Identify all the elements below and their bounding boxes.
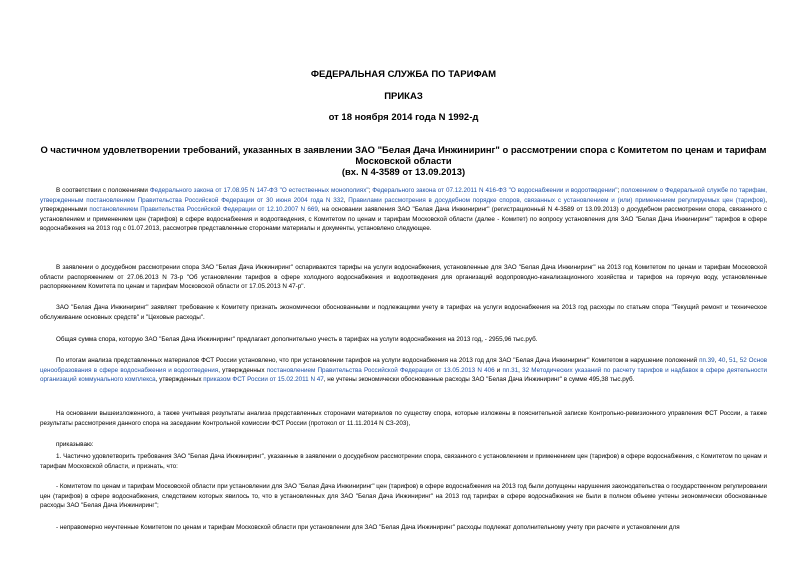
link-order-47[interactable]: приказом ФСТ России от 15.02.2011 N 47 bbox=[203, 376, 324, 384]
text: ; bbox=[368, 187, 373, 194]
link-p40[interactable]: 40 bbox=[718, 357, 726, 364]
text: , утвержденных bbox=[218, 366, 267, 374]
title-line-2: Московской области bbox=[355, 155, 452, 166]
link-law-416[interactable]: Федерального закона от 07.12.2011 N 416-ФЗ "О водоснабжении и водоотведении" bbox=[372, 187, 618, 194]
link-law-147[interactable]: Федерального закона от 17.08.95 N 147-ФЗ "О естественных монополиях" bbox=[149, 187, 369, 194]
paragraph-claim: ЗАО "Белая Дача Инжиниринг" заявляет требование к Комитету признать экономически обоснованными и подлежащими учету в тарифах на услуги водоснабжения на 2013 год расходы по статьям спора "Текущий ремонт и техническое обслуживание основных средств" и "Цеховые расходы". bbox=[40, 304, 767, 321]
text: По итогам анализа представленных материалов ФСТ России установлено, что при установлении тарифов на услуги водоснабжения на 2013 год для ЗАО "Белая Дача Инжиниринг" Комитетом в нарушение положений bbox=[56, 357, 700, 364]
link-fst-regulation[interactable]: положением о Федеральной службе по тарифам, утвержденным постановлением Правительства Российской Федерации от 30 июня 2004 года N 332 bbox=[40, 187, 768, 204]
text: , на основании заявления ЗАО "Белая Дача Инжиниринг" (регистрационный N 4-3589 от 13.09.2013) о досудебном рассмотрении спора, связанного с установлением и применением цен (тарифов) в сфере водоснабжения и водоотведения, с Комитетом по ценам и тарифам Московской области (далее - Комитет) по вопросу установления для ЗАО "Белая Дача Инжиниринг" тарифов в сфере водоснабжения на 2013 год с 01.07.2013, рассмотрев представленные сторонами материалы и документы, установлено следующее. bbox=[40, 206, 768, 233]
paragraph-finding-2: - неправомерно неучтенные Комитетом по ценам и тарифам Московской области при установлении для ЗАО "Белая Дача Инжиниринг" расходы подлежат дополнительному учету при расчете и установлении для bbox=[56, 524, 680, 531]
link-method-guidelines[interactable]: 32 Методических указаний по расчету тарифов и надбавок в сфере деятельности организаций коммунального комплекса bbox=[40, 366, 767, 384]
link-resolution-406[interactable]: постановлением Правительства Российской Федерации от 13.05.2013 N 406 bbox=[266, 366, 495, 374]
text: , bbox=[343, 196, 349, 204]
paragraph-order-word: приказываю: bbox=[56, 441, 94, 448]
text: В соответствии с положениями bbox=[56, 187, 150, 194]
text: и bbox=[494, 366, 503, 374]
text: , bbox=[518, 366, 523, 374]
paragraph-dispute-sum: Общая сумма спора, которую ЗАО "Белая Дача Инжиниринг" предлагает дополнительно учесть в тарифах на услуги водоснабжения на 2013 год, - 2955,96 тыс.руб. bbox=[56, 336, 538, 343]
paragraph-preamble bbox=[40, 186, 767, 234]
text: , утвержденными bbox=[40, 196, 767, 214]
link-pp31[interactable]: пп.31 bbox=[502, 366, 519, 374]
text: , не учтены экономически обоснованные расходы ЗАО "Белая Дача Инжиниринг" в сумме 495,38 тыс.руб. bbox=[323, 376, 635, 384]
link-resolution-669[interactable]: постановлением Правительства Российской Федерации от 12.10.2007 N 669 bbox=[89, 206, 318, 214]
document-date: от 18 ноября 2014 года N 1992-д bbox=[328, 112, 479, 123]
document-title bbox=[40, 144, 767, 177]
link-p51[interactable]: 51 bbox=[729, 357, 737, 364]
text: ; bbox=[617, 187, 622, 194]
text: , bbox=[714, 357, 719, 364]
document-type: ПРИКАЗ bbox=[384, 91, 423, 102]
text: , bbox=[725, 357, 730, 364]
paragraph-analysis bbox=[40, 356, 767, 385]
link-dispute-rules[interactable]: Правилами рассмотрения в досудебном порядке споров, связанных с установлением и (или) применением регулируемых цен (тарифов) bbox=[348, 196, 766, 204]
text: , утвержденных bbox=[155, 376, 204, 384]
title-line-1: О частичном удовлетворении требований, указанных в заявлении ЗАО "Белая Дача Инжиниринг" о рассмотрении спора с Комитетом по ценам и тарифам bbox=[40, 144, 767, 155]
paragraph-finding-1: - Комитетом по ценам и тарифам Московской области при установлении для ЗАО "Белая Дача Инжиниринг" цен (тарифов) в сфере водоснабжения на 2013 год были допущены нарушения законодательства о государственном регулировании цен (тарифов) в сфере водоснабжения, следствием которых явилось то, что в установленных для ЗАО "Белая Дача Инжиниринг" на 2013 год тарифах в сфере водоснабжения не были в полном объеме учтены экономически обоснованные расходы ЗАО "Белая Дача Инжиниринг"; bbox=[40, 483, 767, 510]
paragraph-basis: На основании вышеизложенного, а также учитывая результаты анализа представленных сторонами материалов по существу спора, которые изложены в пояснительной записке Контрольно-ревизионного управления ФСТ России, а также результаты рассмотрения данного спора на заседании Контрольной комиссии ФСТ России (протокол от 11.11.2014 N СЗ-203), bbox=[40, 410, 767, 427]
text: , bbox=[736, 357, 740, 364]
paragraph-contested-tariffs: В заявлении о досудебном рассмотрении спора ЗАО "Белая Дача Инжиниринг" оспариваются тарифы на услуги водоснабжения, установленные для ЗАО "Белая Дача Инжиниринг" на 2013 год Комитетом по ценам и тарифам Московской области распоряжением от 27.06.2013 N 73-р "Об установлении тарифов в сфере холодного водоснабжения и водоотведения для организаций водопроводно-канализационного хозяйства и тарифов на горячую воду, установленные распоряжением Комитета по ценам и тарифам Московской области от 17.05.2013 N 47-р". bbox=[40, 264, 767, 291]
paragraph-item-1: 1. Частично удовлетворить требования ЗАО "Белая Дача Инжиниринг", указанные в заявлении о досудебном рассмотрении спора, связанного с установлением и применением цен (тарифов) в сфере водоснабжения, с Комитетом по ценам и тарифам Московской области, и признать, что: bbox=[40, 453, 767, 470]
title-line-3: (вх. N 4-3589 от 13.09.2013) bbox=[341, 166, 466, 177]
agency-name: ФЕДЕРАЛЬНАЯ СЛУЖБА ПО ТАРИФАМ bbox=[310, 69, 497, 80]
link-pp39[interactable]: пп.39 bbox=[699, 357, 715, 364]
link-pricing-basics[interactable]: 52 Основ ценообразования в сфере водоснабжения и водоотведения bbox=[40, 357, 768, 374]
